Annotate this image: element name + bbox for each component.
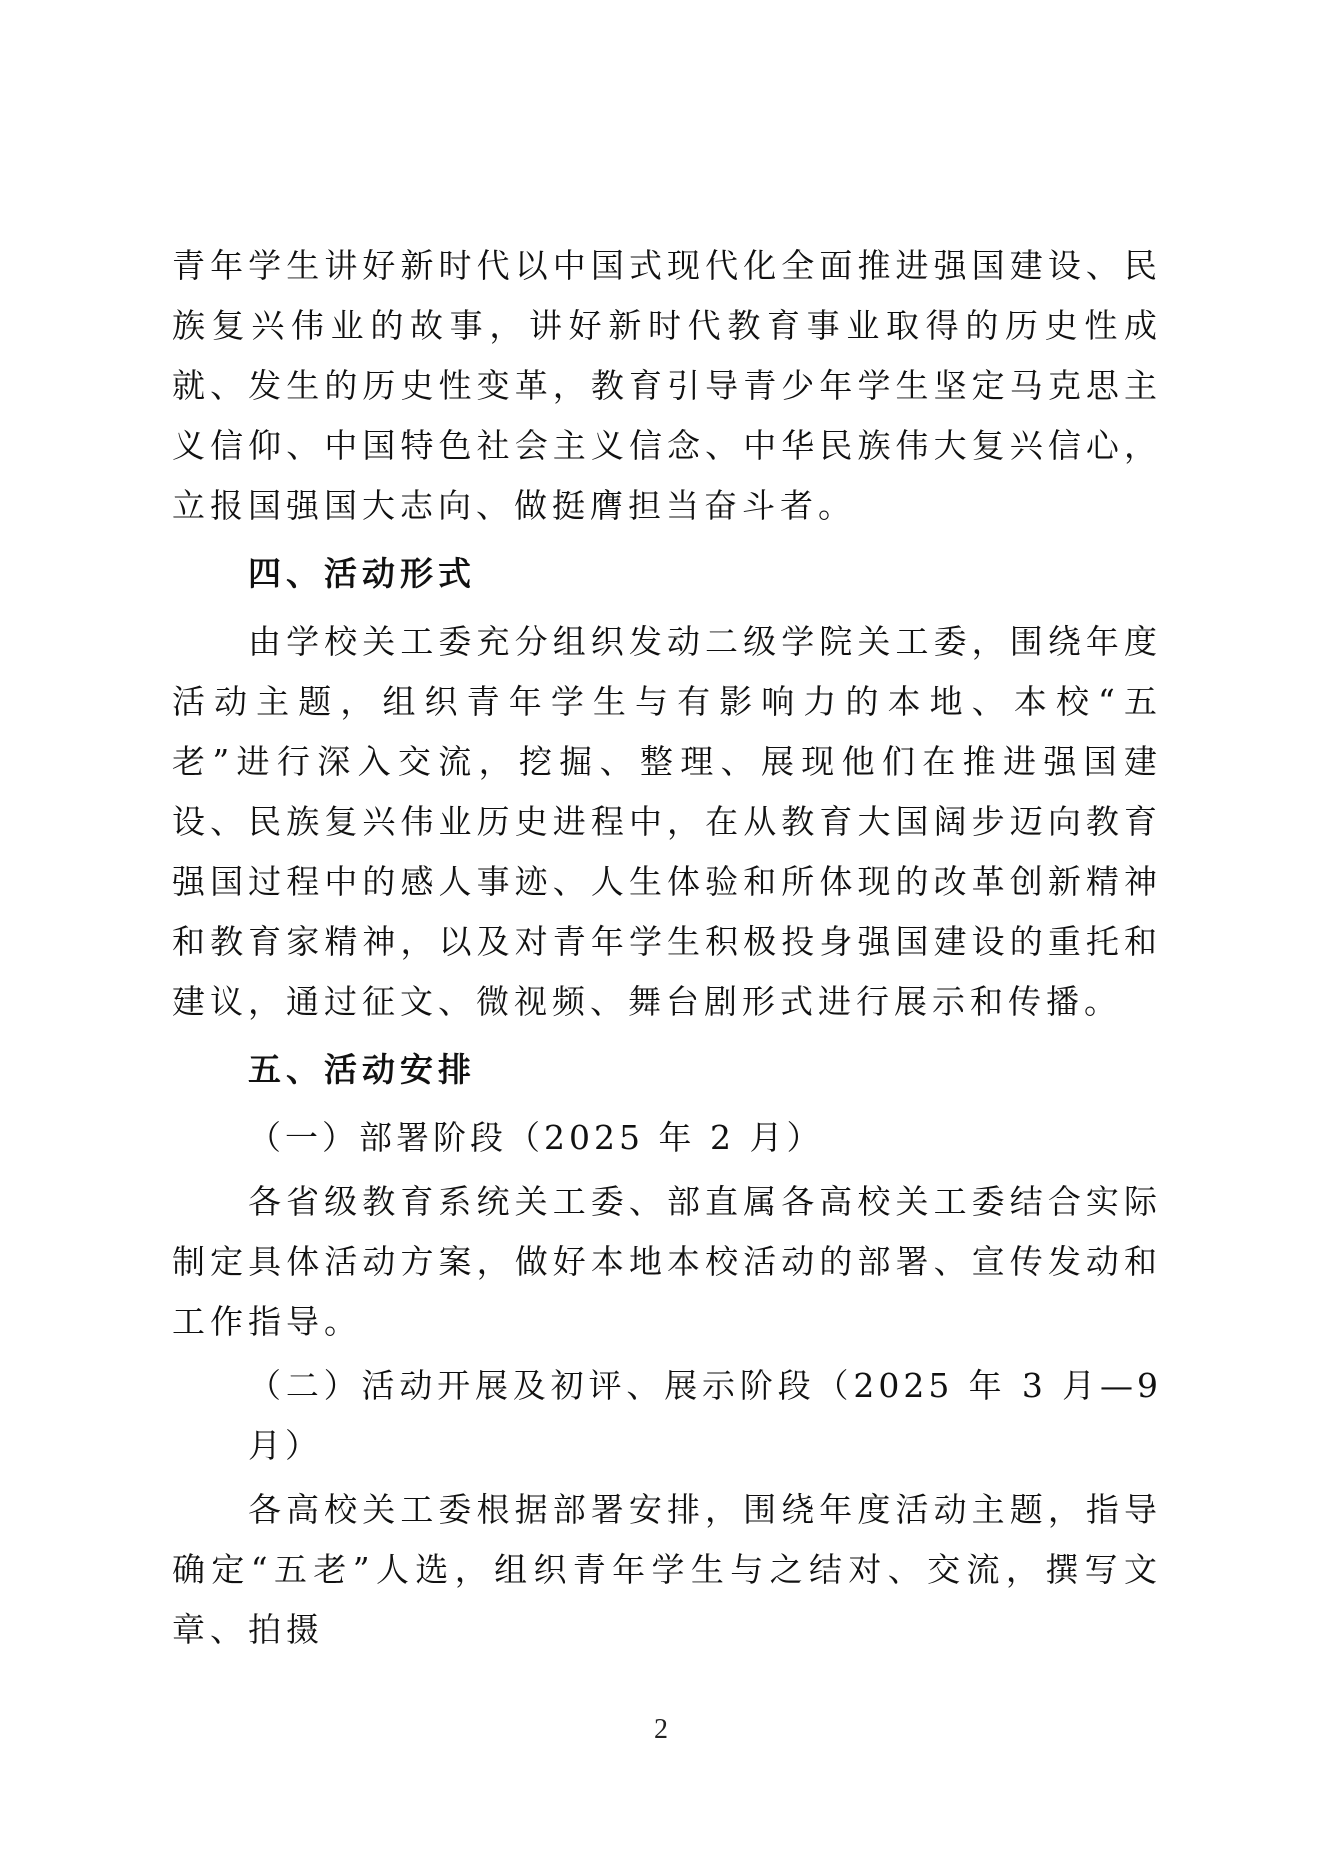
paragraph-deployment-stage: 各省级教育系统关工委、部直属各高校关工委结合实际制定具体活动方案，做好本地本校活动的部署、宣传发动和工作指导。 — [172, 1182, 1162, 1341]
section-heading-activity-form: 四、活动形式 — [248, 554, 476, 593]
document-body — [172, 236, 1162, 1660]
page-number: 2 — [654, 1714, 668, 1745]
paragraph-activity-stage: 各高校关工委根据部署安排，围绕年度活动主题，指导确定“五老”人选，组织青年学生与之结对、交流，撰写文章、拍摄 — [172, 1490, 1162, 1649]
paragraph-activity-form: 由学校关工委充分组织发动二级学院关工委，围绕年度活动主题，组织青年学生与有影响力的本地、本校“五老”进行深入交流，挖掘、整理、展现他们在推进强国建设、民族复兴伟业历史进程中，在从教育大国阔步迈向教育强国过程中的感人事迹、人生体验和所体现的改革创新精神和教育家精神，以及对青年学生积极投身强国建设的重托和建议，通过征文、微视频、舞台剧形式进行展示和传播。 — [172, 622, 1162, 1021]
subheading-activity-stage: （二）活动开展及初评、展示阶段（2025 年 3 月—9 月） — [248, 1366, 1162, 1465]
section-heading-activity-arrangement: 五、活动安排 — [248, 1050, 476, 1089]
paragraph-continuation: 青年学生讲好新时代以中国式现代化全面推进强国建设、民族复兴伟业的故事，讲好新时代教育事业取得的历史性成就、发生的历史性变革，教育引导青少年学生坚定马克思主义信仰、中国特色社会主义信念、中华民族伟大复兴信心，立报国强国大志向、做挺膺担当奋斗者。 — [172, 246, 1162, 525]
subheading-deployment-stage: （一）部署阶段（2025 年 2 月） — [248, 1118, 824, 1157]
